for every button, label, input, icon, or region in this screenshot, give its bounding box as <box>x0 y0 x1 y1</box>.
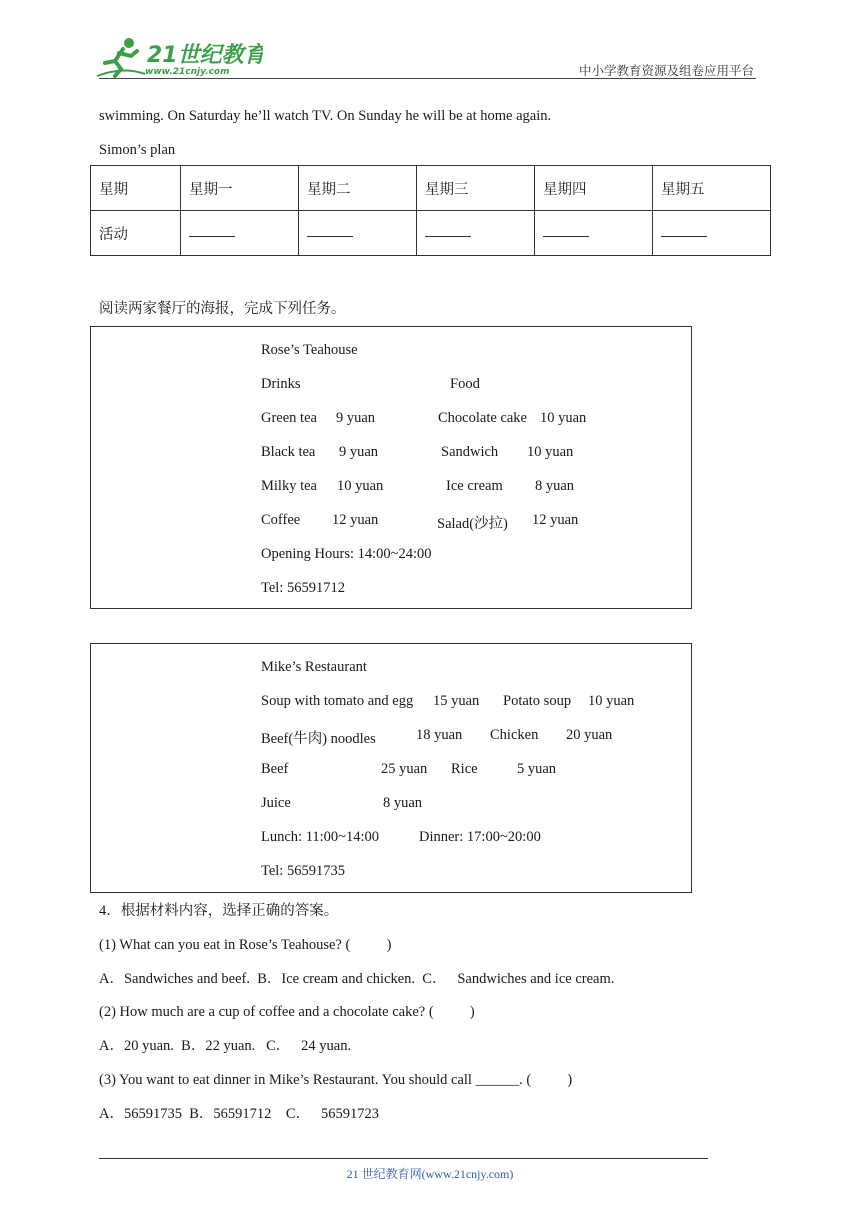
drink-name: Black tea <box>261 444 316 460</box>
simons-plan-table <box>90 165 771 256</box>
continued-passage-line: swimming. On Saturday he’ll watch TV. On Sunday he will be at home again. <box>99 108 552 124</box>
drink-price: 9 yuan <box>339 444 379 460</box>
menu-item-price: 18 yuan <box>416 727 463 743</box>
menu-item-name: Rice <box>451 761 478 777</box>
opening-hours: Opening Hours: 14:00~24:00 <box>261 546 432 562</box>
table-row <box>91 211 771 256</box>
drink-price: 10 yuan <box>337 478 384 494</box>
question-1: (1) What can you eat in Rose’s Teahouse? ( ) <box>99 937 392 953</box>
food-name: Ice cream <box>446 478 503 494</box>
menu-item-price: 10 yuan <box>588 693 635 709</box>
table-cell: 活动 <box>91 211 181 256</box>
menu-item-name: Potato soup <box>503 693 572 709</box>
question-3-options: A．56591735 B．56591712 C． 56591723 <box>99 1106 379 1122</box>
platform-name: 中小学教育资源及组卷应用平台 <box>578 63 754 78</box>
menu-item-price: 15 yuan <box>433 693 480 709</box>
telephone: Tel: 56591735 <box>261 863 345 879</box>
answer-blank-cell[interactable] <box>535 211 653 256</box>
question-3: (3) You want to eat dinner in Mike’s Restaurant. You should call ______. ( ) <box>99 1072 573 1088</box>
table-cell: 星期四 <box>535 166 653 211</box>
rose-teahouse-poster <box>90 326 692 609</box>
menu-item-name: Beef <box>261 761 289 777</box>
mike-restaurant-poster <box>90 643 692 893</box>
answer-blank[interactable] <box>425 224 471 237</box>
section-instruction: 阅读两家餐厅的海报，完成下列任务。 <box>99 301 346 317</box>
answer-blank[interactable] <box>661 224 707 237</box>
table-cell: 星期二 <box>299 166 417 211</box>
task-title: 4．根据材料内容，选择正确的答案。 <box>99 903 339 919</box>
drinks-heading: Drinks <box>261 376 301 392</box>
question-2-options: A．20 yuan. B．22 yuan. C． 24 yuan. <box>99 1038 352 1054</box>
menu-item-name: Chicken <box>490 727 539 743</box>
answer-blank-cell[interactable] <box>417 211 535 256</box>
lunch-hours: Lunch: 11:00~14:00 <box>261 829 380 845</box>
table-cell: 星期 <box>91 166 181 211</box>
site-logo <box>93 36 263 80</box>
table-cell: 星期五 <box>653 166 771 211</box>
food-price: 10 yuan <box>527 444 574 460</box>
poster-title: Mike’s Restaurant <box>261 659 367 675</box>
food-price: 12 yuan <box>532 512 579 528</box>
food-price: 10 yuan <box>540 410 587 426</box>
food-name: Sandwich <box>441 444 499 460</box>
drink-name: Green tea <box>261 410 317 426</box>
food-name: Salad(沙拉) <box>437 516 508 532</box>
menu-item-price: 20 yuan <box>566 727 613 743</box>
question-2: (2) How much are a cup of coffee and a chocolate cake? ( ) <box>99 1004 475 1020</box>
header-divider <box>99 78 756 79</box>
food-name: Chocolate cake <box>438 410 527 426</box>
answer-blank[interactable] <box>543 224 589 237</box>
table-cell: 星期一 <box>181 166 299 211</box>
footer-divider <box>99 1158 708 1159</box>
table-cell: 星期三 <box>417 166 535 211</box>
menu-item-name: Juice <box>261 795 291 811</box>
footer-link[interactable]: 21 世纪教育网(www.21cnjy.com) <box>346 1167 514 1181</box>
menu-item-name: Beef(牛肉) noodles <box>261 731 376 747</box>
menu-item-price: 5 yuan <box>517 761 557 777</box>
food-price: 8 yuan <box>535 478 575 494</box>
drink-price: 9 yuan <box>336 410 376 426</box>
menu-item-name: Soup with tomato and egg <box>261 693 414 709</box>
answer-blank[interactable] <box>189 224 235 237</box>
drink-name: Coffee <box>261 512 301 528</box>
menu-item-price: 8 yuan <box>383 795 423 811</box>
logo-url: www.21cnjy.com <box>145 67 230 77</box>
menu-item-price: 25 yuan <box>381 761 428 777</box>
telephone: Tel: 56591712 <box>261 580 345 596</box>
drink-name: Milky tea <box>261 478 317 494</box>
runner-logo-icon <box>93 36 263 80</box>
table-row <box>91 166 771 211</box>
drink-price: 12 yuan <box>332 512 379 528</box>
logo-title: 21世纪教育 <box>147 43 263 68</box>
food-heading: Food <box>450 376 480 392</box>
question-1-options: A．Sandwiches and beef. B．Ice cream and chicken. C． Sandwiches and ice cream. <box>99 971 615 987</box>
answer-blank-cell[interactable] <box>299 211 417 256</box>
dinner-hours: Dinner: 17:00~20:00 <box>419 829 541 845</box>
poster-title: Rose’s Teahouse <box>261 342 358 358</box>
answer-blank[interactable] <box>307 224 353 237</box>
plan-title: Simon’s plan <box>99 142 176 158</box>
answer-blank-cell[interactable] <box>181 211 299 256</box>
answer-blank-cell[interactable] <box>653 211 771 256</box>
